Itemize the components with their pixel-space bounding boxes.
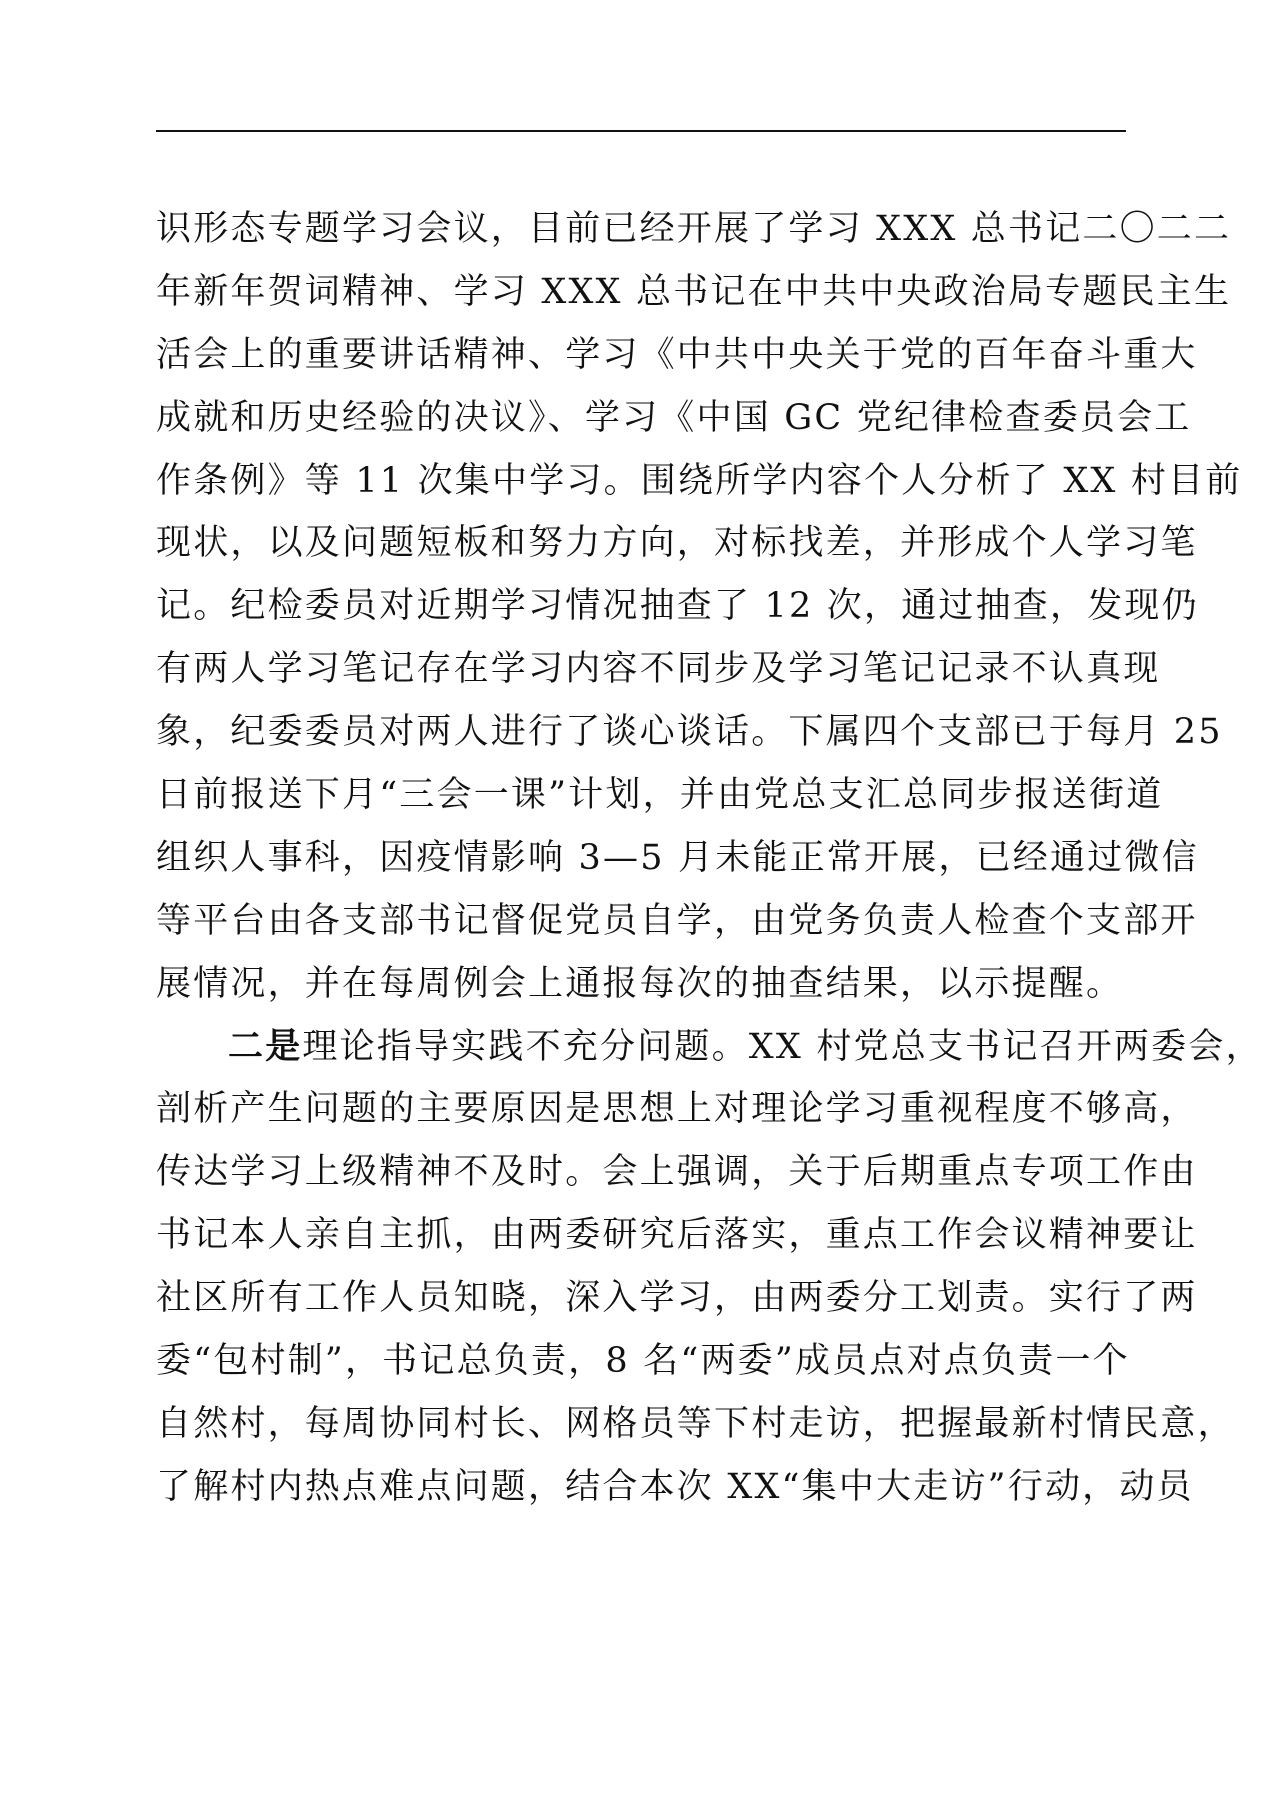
text-line: 剖析产生问题的主要原因是思想上对理论学习重视程度不够高， xyxy=(156,1089,1198,1130)
text-line: 社区所有工作人员知晓，深入学习，由两委分工划责。实行了两 xyxy=(156,1278,1198,1319)
text-line: 组织人事科，因疫情影响 3—5 月未能正常开展，已经通过微信 xyxy=(156,837,1199,878)
text-line: 书记本人亲自主抓，由两委研究后落实，重点工作会议精神要让 xyxy=(156,1215,1198,1256)
paragraph-2-lead: 二是 xyxy=(228,1025,303,1067)
text-line: 记。纪检委员对近期学习情况抽查了 12 次，通过抽查，发现仍 xyxy=(156,586,1199,627)
text-line: 日前报送下月“三会一课”计划，并由党总支汇总同步报送街道 xyxy=(156,775,1164,816)
text-line: 有两人学习笔记存在学习内容不同步及学习笔记记录不认真现 xyxy=(156,649,1161,690)
text-line: 委“包村制”，书记总负责，8 名“两委”成员点对点负责一个 xyxy=(156,1341,1130,1382)
header-rule xyxy=(156,130,1126,132)
text-line: 现状，以及问题短板和努力方向，对标找差，并形成个人学习笔 xyxy=(156,523,1198,564)
text-line: 年新年贺词精神、学习 XXX 总书记在中共中央政治局专题民主生 xyxy=(156,271,1232,312)
text-line: 传达学习上级精神不及时。会上强调，关于后期重点专项工作由 xyxy=(156,1152,1198,1193)
text-line: 成就和历史经验的决议》、学习《中国 GC 党纪律检查委员会工 xyxy=(156,397,1192,438)
paragraph-2-first-line-text: 理论指导实践不充分问题。XX 村党总支书记召开两委会， xyxy=(302,1026,1263,1067)
text-line: 活会上的重要讲话精神、学习《中共中央关于党的百年奋斗重大 xyxy=(156,334,1198,375)
paragraph-2-first-line xyxy=(156,1016,1263,1079)
text-line: 自然村，每周协同村长、网格员等下村走访，把握最新村情民意， xyxy=(156,1403,1235,1444)
text-line: 展情况，并在每周例会上通报每次的抽查结果，以示提醒。 xyxy=(156,963,1124,1004)
body-text xyxy=(156,198,1263,1519)
text-line: 作条例》等 11 次集中学习。围绕所学内容个人分析了 XX 村目前 xyxy=(156,460,1243,501)
text-line: 象，纪委委员对两人进行了谈心谈话。下属四个支部已于每月 25 xyxy=(156,712,1223,753)
text-line: 了解村内热点难点问题，结合本次 XX“集中大走访”行动，动员 xyxy=(156,1466,1194,1507)
text-line: 等平台由各支部书记督促党员自学，由党务负责人检查个支部开 xyxy=(156,900,1198,941)
text-line: 识形态专题学习会议，目前已经开展了学习 XXX 总书记二〇二二 xyxy=(156,209,1232,249)
